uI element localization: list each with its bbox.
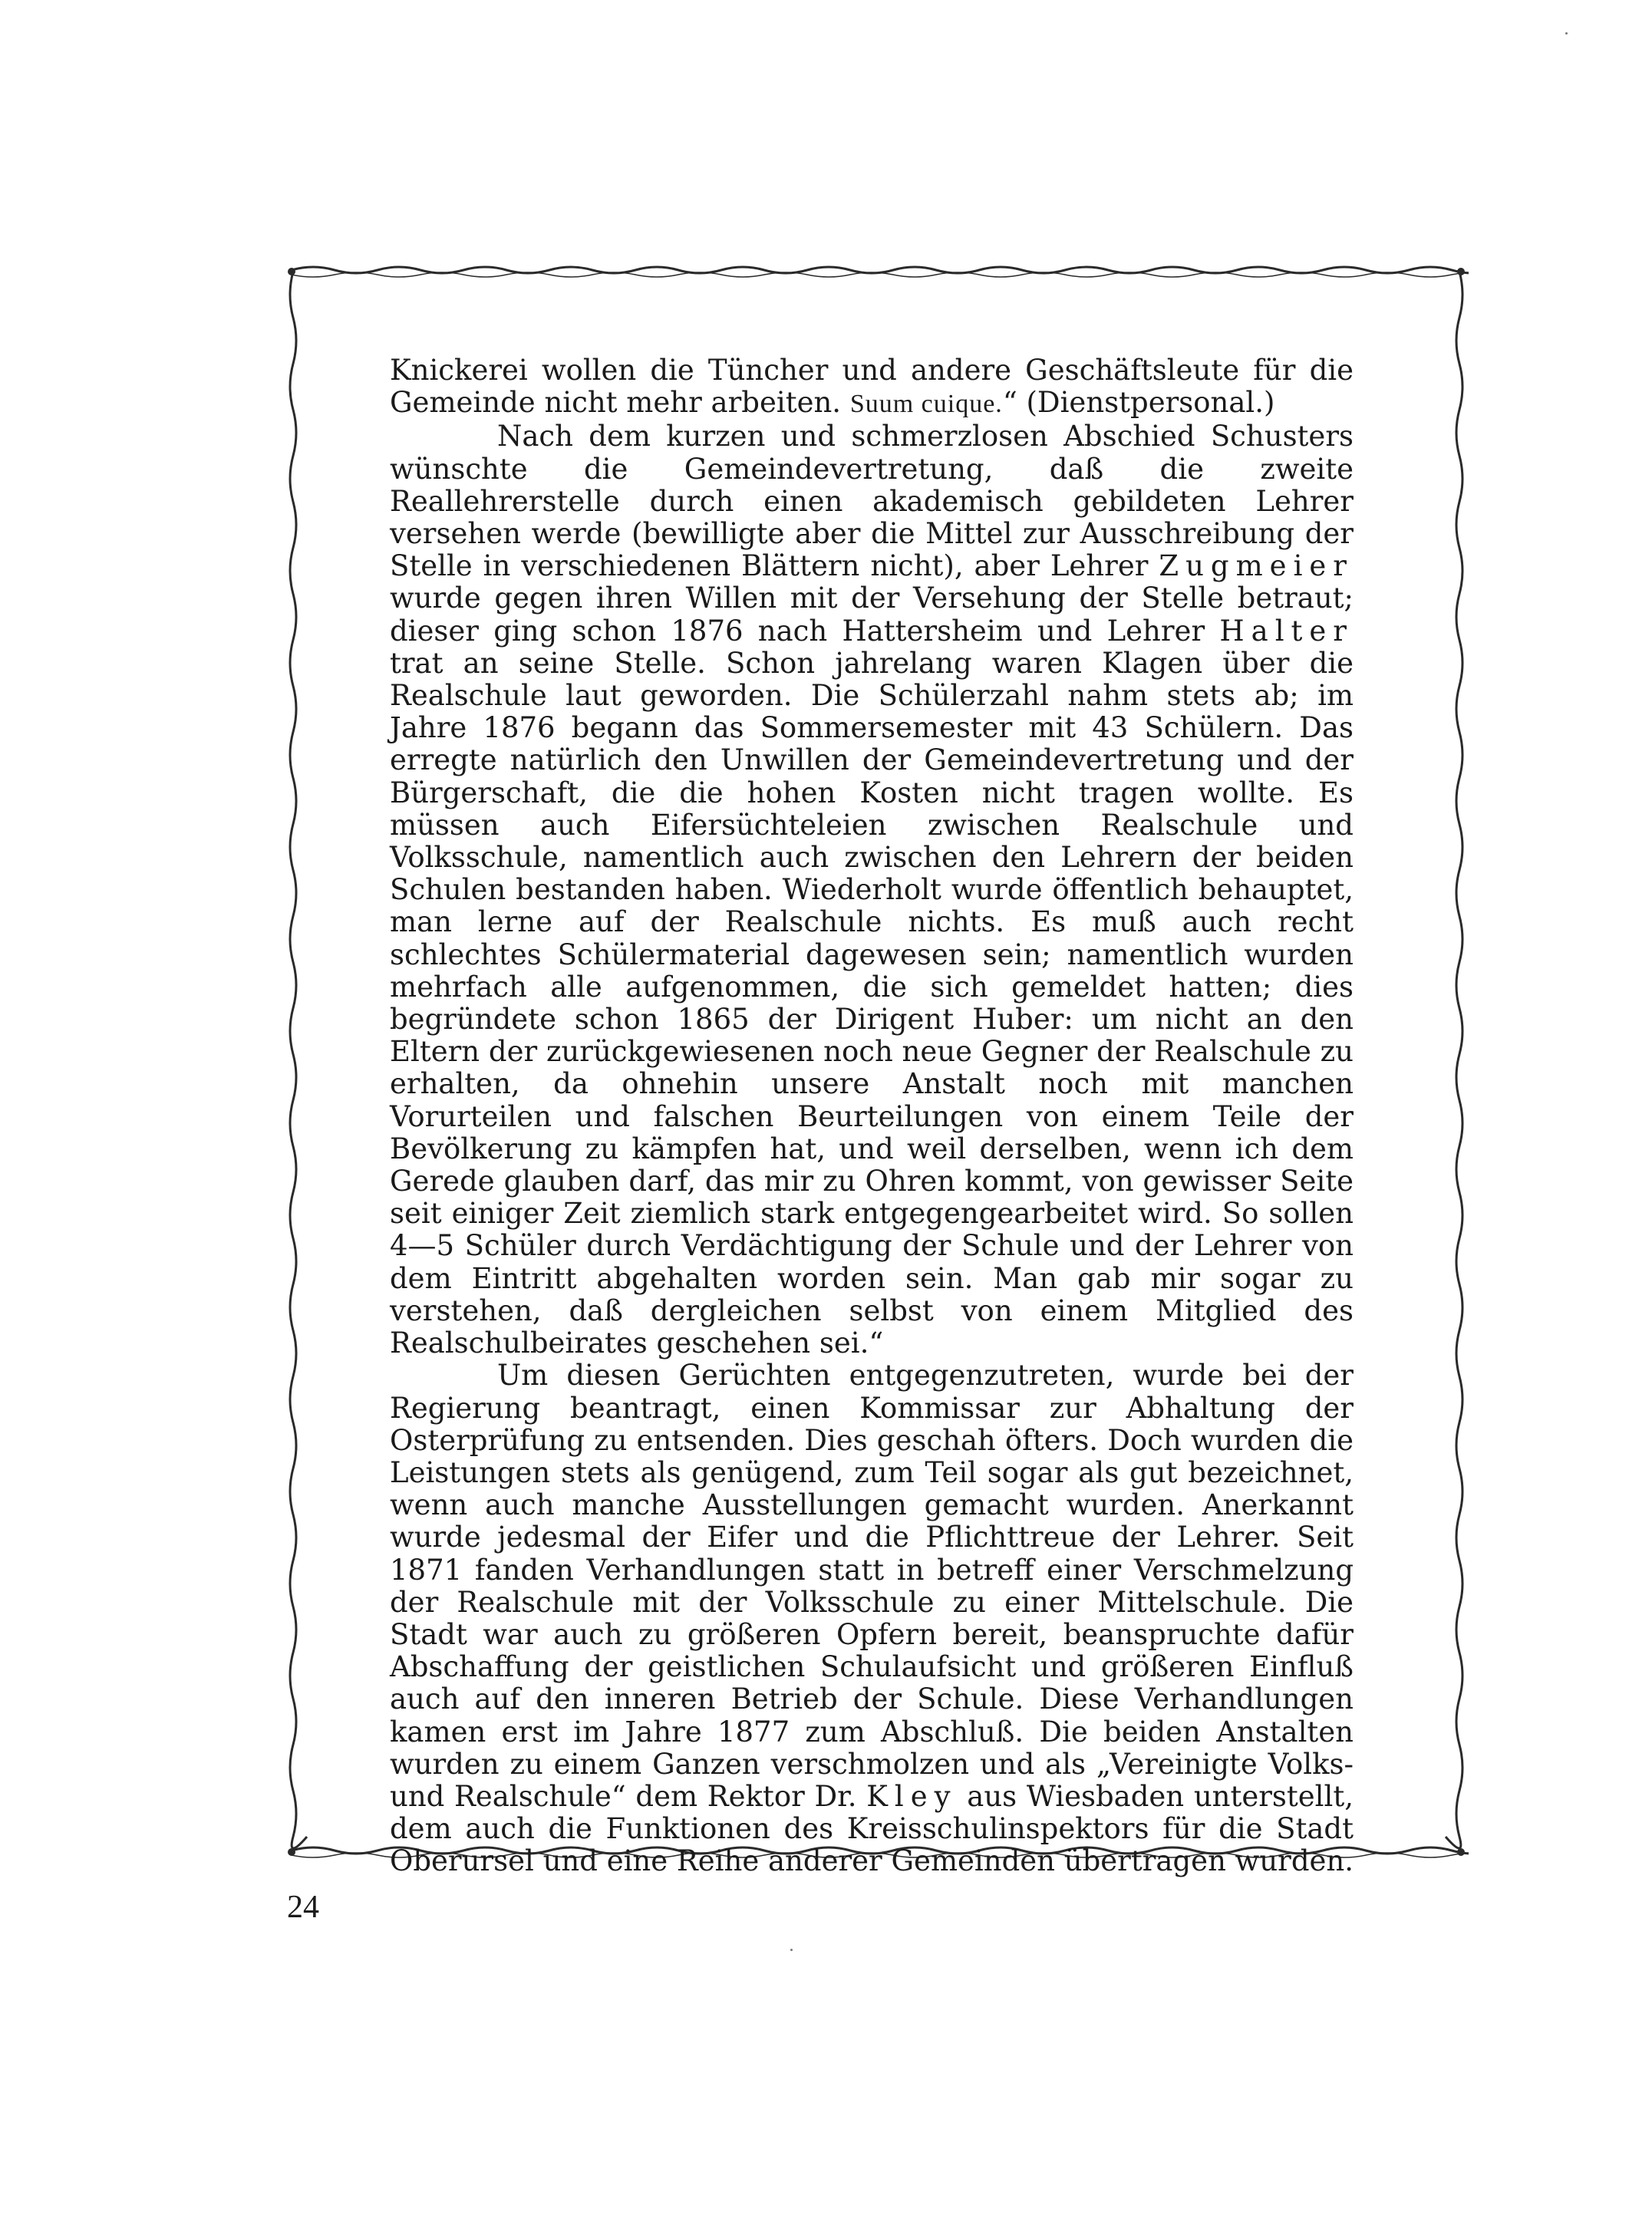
paragraph-1: Knickerei wollen die Tüncher und andere Geschäftsleute für die Gemeinde nicht mehr arbeiten. Suum cuique.“ (Dienstpersonal.) <box>390 354 1354 420</box>
left-border <box>290 272 307 1848</box>
name-kley: Kley <box>866 1779 958 1813</box>
scan-speck <box>790 1949 793 1951</box>
paragraph-2: Nach dem kurzen und schmerzlosen Abschied Schusters wünschte die Gemeindevertretung, daß die zweite Reallehrerstelle durch einen akademisch gebildeten Lehrer versehen werde (bewilligte aber die Mittel zur Ausschreibung der Stelle in verschiedenen Blättern nicht), aber Lehrer Zugmeier wurde gegen ihren Willen mit der Versehung der Stelle betraut; dieser ging schon 1876 nach Hattersheim und Lehrer Halter trat an seine Stelle. Schon jahrelang waren Klagen über die Realschule laut geworden. Die Schülerzahl nahm stets ab; im Jahre 1876 begann das Sommersemester mit 43 Schülern. Das erregte natürlich den Unwillen der Gemeindevertretung und der Bürgerschaft, die die hohen Kosten nicht tragen wollte. Es müssen auch Eifersüchteleien zwischen Realschule und Volksschule, namentlich auch zwischen den Lehrern der beiden Schulen bestanden haben. Wiederholt wurde öffentlich behauptet, man lerne auf der Realschule nichts. Es muß auch recht schlechtes Schülermaterial dagewesen sein; namentlich wurden mehrfach alle aufgenommen, die sich gemeldet hatten; dies begründete schon 1865 der Dirigent Huber: um nicht an den Eltern der zurückgewiesenen noch neue Gegner der Realschule zu erhalten, da ohnehin unsere Anstalt noch mit manchen Vorurteilen und falschen Beurteilungen von einem Teile der Bevölkerung zu kämpfen hat, und weil derselben, wenn ich dem Gerede glauben darf, das mir zu Ohren kommt, von gewisser Seite seit einiger Zeit ziemlich stark entgegengearbeitet wird. So sollen 4—5 Schüler durch Verdächtigung der Schule und der Lehrer von dem Eintritt abgehalten worden sein. Man gab mir sogar zu verstehen, daß dergleichen selbst von einem Mitglied des Realschulbeirates geschehen sei.“ <box>390 420 1354 1360</box>
right-border <box>1446 272 1462 1848</box>
paragraph-3: Um diesen Gerüchten entgegenzutreten, wurde bei der Regierung beantragt, einen Kommissar zur Abhaltung der Osterprüfung zu entsenden. Dies geschah öfters. Doch wurden die Leistungen stets als genügend, zum Teil sogar als gut bezeichnet, wenn auch manche Ausstellungen gemacht wurden. Anerkannt wurde jedesmal der Eifer und die Pflichttreue der Lehrer. Seit 1871 fanden Verhandlungen statt in betreff einer Verschmelzung der Realschule mit der Volksschule zu einer Mittelschule. Die Stadt war auch zu größeren Opfern bereit, beanspruchte dafür Abschaffung der geistlichen Schulaufsicht und größeren Einfluß auch auf den inneren Betrieb der Schule. Diese Verhandlungen kamen erst im Jahre 1877 zum Abschluß. Die beiden Anstalten wurden zu einem Ganzen verschmolzen und als „Vereinigte Volks- und Realschule“ dem Rektor Dr. Kley aus Wiesbaden unterstellt, dem auch die Funktionen des Kreisschulinspektors für die Stadt Oberursel und eine Reihe anderer Gemeinden übertragen wurden. <box>390 1359 1354 1878</box>
name-zugmeier: Zugmeier <box>1159 549 1354 583</box>
name-halter: Halter <box>1219 614 1354 648</box>
body-text <box>390 354 1354 1878</box>
latin-phrase: Suum cuique. <box>849 390 1003 419</box>
page-number: 24 <box>287 1890 319 1925</box>
scan-speck <box>1565 32 1568 35</box>
